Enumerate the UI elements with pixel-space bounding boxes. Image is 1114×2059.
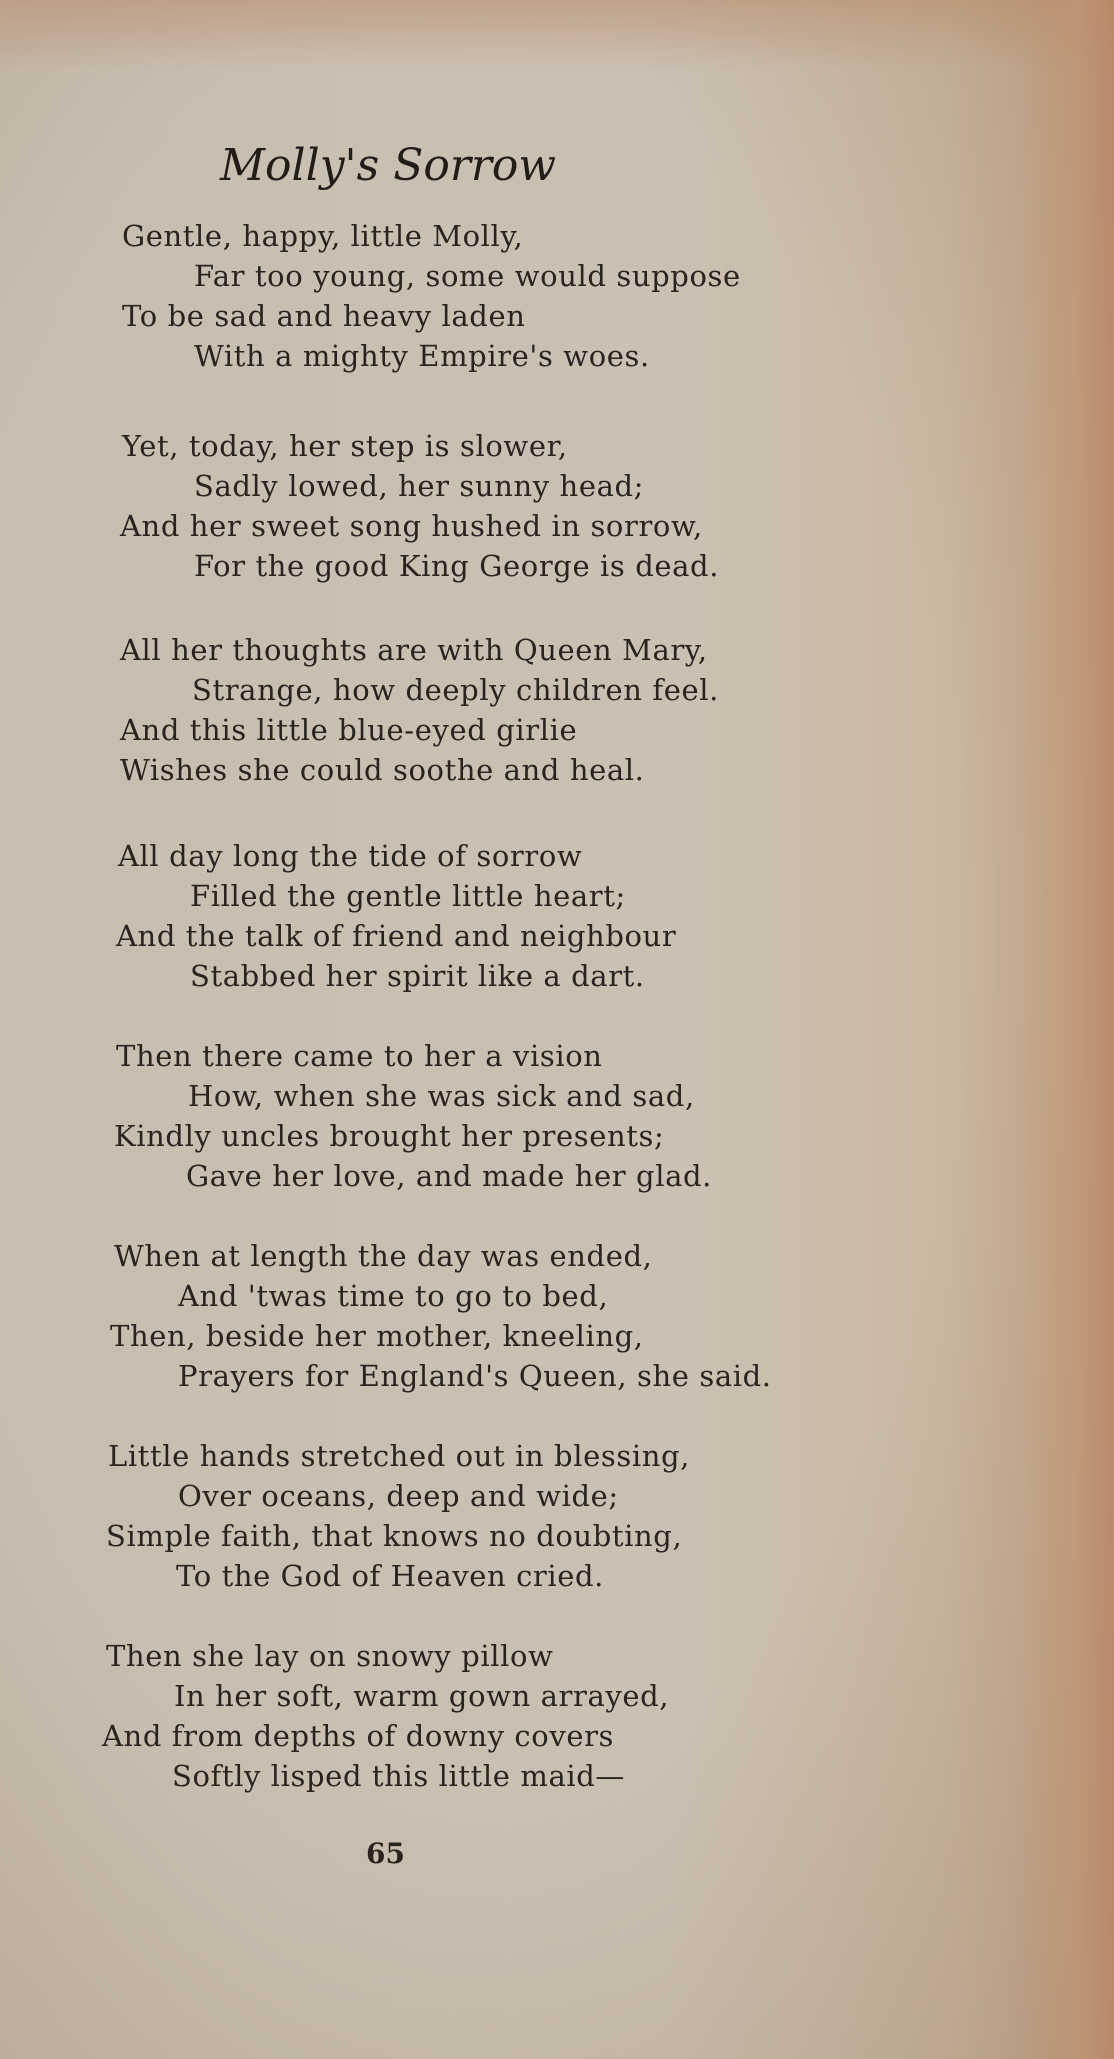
poem-line: All day long the tide of sorrow	[118, 839, 583, 873]
poem-line: And from depths of downy covers	[102, 1719, 615, 1753]
poem-line: Wishes she could soothe and heal.	[120, 753, 645, 787]
poem-line: And 'twas time to go to bed,	[178, 1279, 609, 1313]
poem-line: Stabbed her spirit like a dart.	[190, 959, 645, 993]
poem-title: Molly's Sorrow	[220, 140, 557, 191]
poem-line: Gentle, happy, little Molly,	[122, 219, 524, 253]
page-edge-top-shading	[0, 0, 1114, 70]
poem-line: Prayers for England's Queen, she said.	[178, 1359, 772, 1393]
poem-line: Filled the gentle little heart;	[190, 879, 626, 913]
poem-line: Softly lisped this little maid—	[172, 1759, 625, 1793]
poem-line: Strange, how deeply children feel.	[192, 673, 719, 707]
poem-line: And the talk of friend and neighbour	[116, 919, 677, 953]
poem-line: Then, beside her mother, kneeling,	[110, 1319, 644, 1353]
poem-line: Then there came to her a vision	[116, 1039, 603, 1073]
poem-line: And her sweet song hushed in sorrow,	[120, 509, 703, 543]
poem-line: When at length the day was ended,	[114, 1239, 653, 1273]
page-number: 65	[366, 1837, 405, 1870]
poem-line: Yet, today, her step is slower,	[122, 429, 568, 463]
poem-line: All her thoughts are with Queen Mary,	[120, 633, 708, 667]
poem-line: Simple faith, that knows no doubting,	[106, 1519, 683, 1553]
poem-line: For the good King George is dead.	[194, 549, 720, 583]
poem-line: Then she lay on snowy pillow	[106, 1639, 554, 1673]
poem-line: Gave her love, and made her glad.	[186, 1159, 712, 1193]
page-edge-right-shading	[1024, 0, 1114, 2059]
poem-line: Sadly lowed, her sunny head;	[194, 469, 645, 503]
poem-line: Kindly uncles brought her presents;	[114, 1119, 665, 1153]
poem-line: Far too young, some would suppose	[194, 259, 741, 293]
poem-line: With a mighty Empire's woes.	[194, 339, 650, 373]
poem-line: And this little blue-eyed girlie	[120, 713, 578, 747]
poem-line: How, when she was sick and sad,	[188, 1079, 695, 1113]
poem-line: To the God of Heaven cried.	[176, 1559, 605, 1593]
poem-line: Little hands stretched out in blessing,	[108, 1439, 690, 1473]
poem-line: Over oceans, deep and wide;	[178, 1479, 619, 1513]
poem-line: To be sad and heavy laden	[122, 299, 526, 333]
poem-line: In her soft, warm gown arrayed,	[174, 1679, 670, 1713]
